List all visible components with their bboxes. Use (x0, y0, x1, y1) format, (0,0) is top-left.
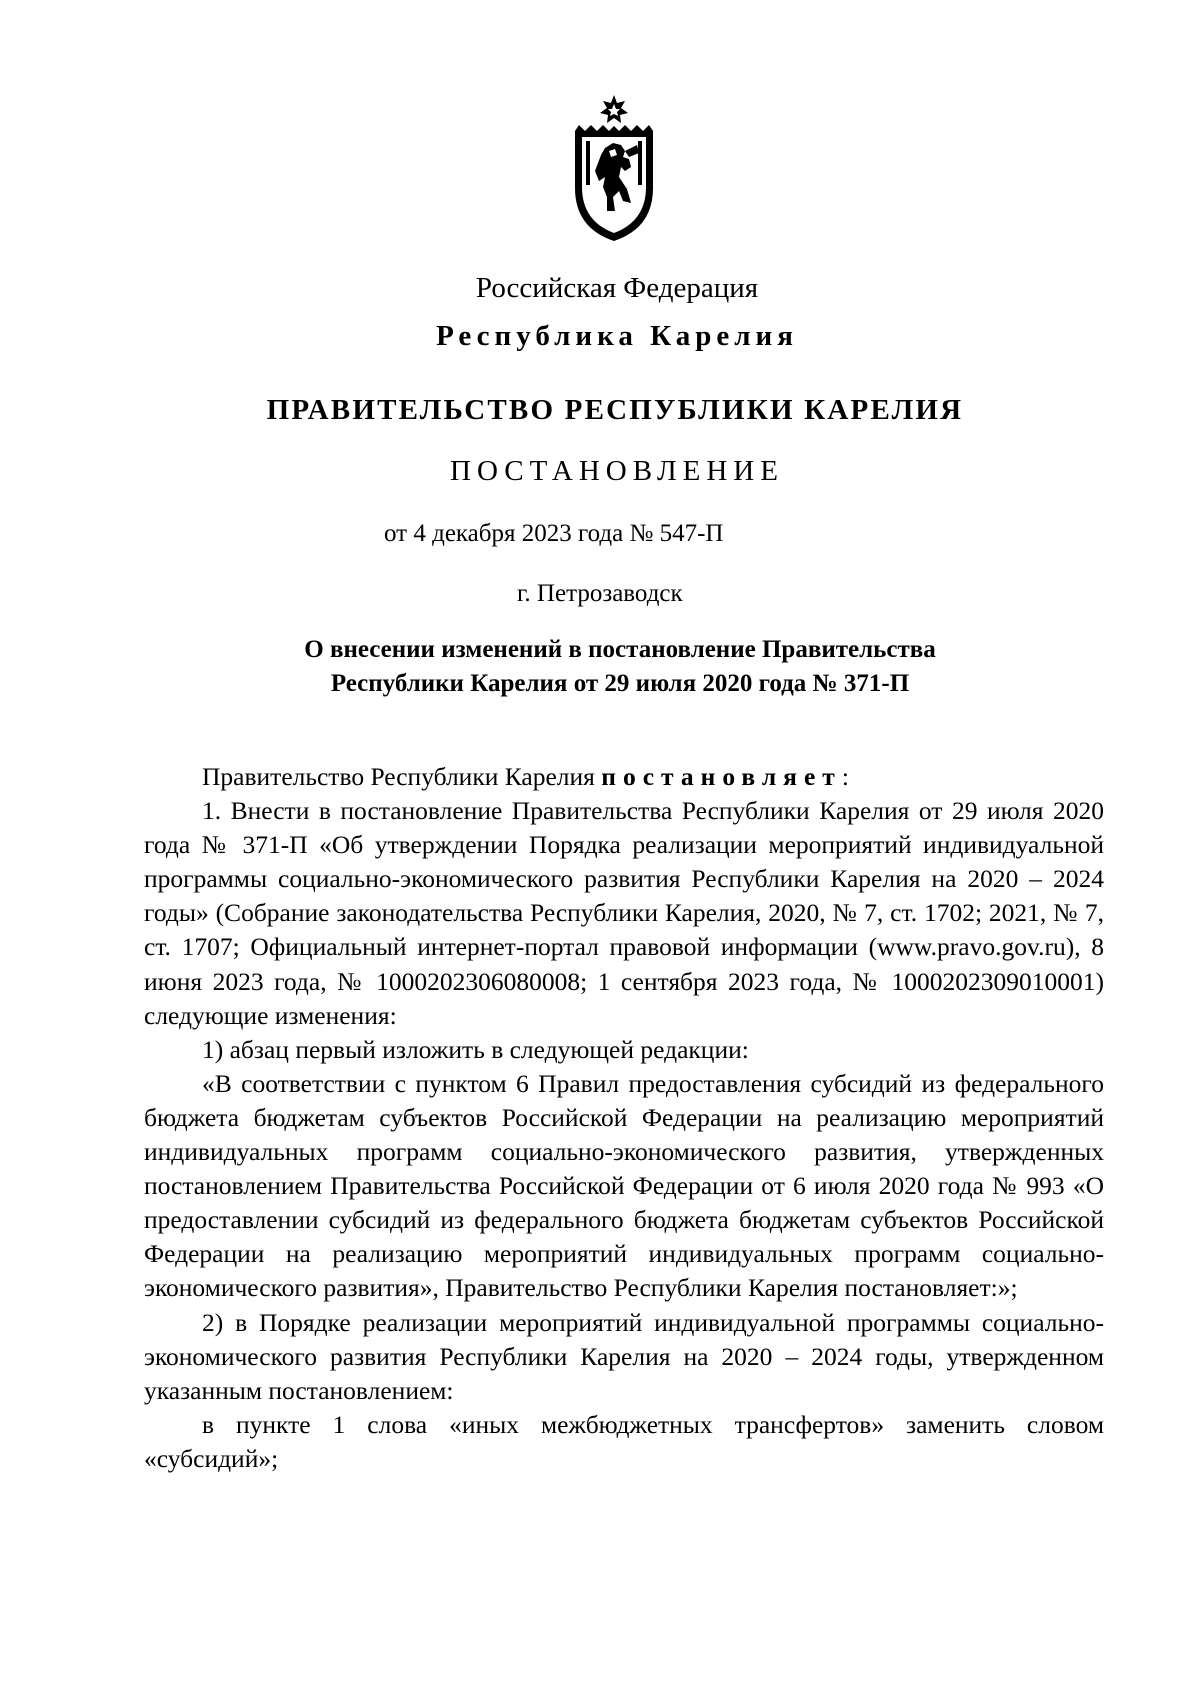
document-type: ПОСТАНОВЛЕНИЕ (450, 455, 784, 487)
paragraph-4: 2) в Порядке реализации мероприятий индивидуальной программы социально-экономического развития Республики Карелия на 2020 – 2024 годы, утвержденном указанным постановлением: (144, 1307, 1104, 1405)
document-subject (220, 633, 1020, 701)
paragraph-5: в пункте 1 слова «иных межбюджетных трансфертов» заменить словом «субсидий»; (144, 1409, 1104, 1473)
paragraph-2: 1) абзац первый изложить в следующей редакции: (202, 1034, 749, 1064)
country-name: Российская Федерация (475, 272, 759, 304)
subject-line-1: О внесении изменений в постановление Правительства (304, 636, 936, 663)
document-body (144, 760, 1104, 1476)
republic-name: Республика Карелия (436, 320, 798, 352)
paragraph-1: 1. Внести в постановление Правительства Республики Карелия от 29 июля 2020 года № 371-П «Об утверждении Порядка реализации мероприятий индивидуальной программы социально-экономического развития Республики Карелия на 2020 – 2024 годы» (Собрание законодательства Республики Карелия, 2020, № 7, ст. 1702; 2021, № 7, ст. 1707; Официальный интернет-портал правовой информации (www.pravo.gov.ru), 8 июня 2023 года, № 1000202306080008; 1 сентября 2023 года, № 1000202309010001) следующие изменения: (144, 796, 1104, 1030)
document-city: г. Петрозаводск (517, 580, 683, 607)
intro-paragraph (144, 760, 1104, 794)
intro-suffix: : (841, 762, 849, 791)
subject-line-2: Республики Карелия от 29 июля 2020 года № 371-П (330, 670, 910, 697)
intro-verb: постановляет (601, 762, 842, 791)
intro-prefix: Правительство Республики Карелия (202, 762, 602, 791)
document-date-number: от 4 декабря 2023 года № 547-П (384, 520, 724, 547)
paragraph-3: «В соответствии с пунктом 6 Правил предоставления субсидий из федерального бюджета бюджетам субъектов Российской Федерации на реализацию мероприятий индивидуальных программ социально-экономического развития, утвержденных постановлением Правительства Российской Федерации от 6 июля 2020 года № 993 «О предоставлении субсидий из федерального бюджета бюджетам субъектов Российской Федерации на реализацию мероприятий индивидуальных программ социально-экономического развития», Правительство Республики Карелия постановляет:»; (144, 1068, 1104, 1303)
karelia-coat-of-arms-icon (565, 93, 663, 243)
government-name: ПРАВИТЕЛЬСТВО РЕСПУБЛИКИ КАРЕЛИЯ (266, 394, 964, 426)
